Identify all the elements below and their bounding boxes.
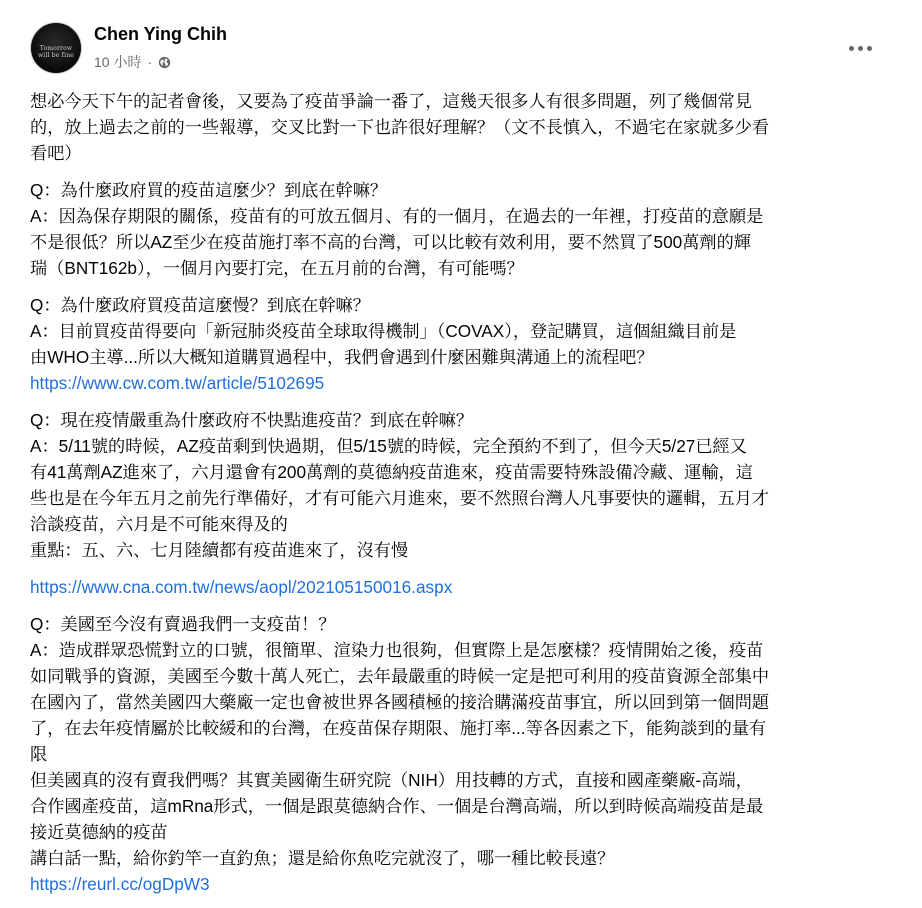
globe-icon[interactable] [158, 56, 171, 69]
dot [867, 46, 872, 51]
dot [858, 46, 863, 51]
post-meta [94, 52, 171, 72]
author-name[interactable]: Chen Ying Chih [94, 24, 227, 44]
qa-paragraph-1: Q：為什麼政府買的疫苗這麼少？到底在幹嘛？ A：因為保存期限的關係，疫苗有的可放五個月、有的一個月，在過去的一年裡，打疫苗的意願是 不是很低？所以AZ至少在疫苗施打率不高的台灣，可以比較有效利用，要不然買了500萬劑的輝 瑞（BNT162b），一個月內要打完，在五月前的台灣，有可能嗎？ [30, 180, 764, 278]
post-timestamp[interactable]: 10 小時 [94, 54, 142, 70]
dot [849, 46, 854, 51]
spacer [30, 563, 898, 574]
qa-paragraph-3: Q：現在疫情嚴重為什麼政府不快點進疫苗？到底在幹嘛？ A：5/11號的時候，AZ疫苗剩到快過期，但5/15號的時候，完全預約不到了，但今天5/27已經又 有41萬劑AZ進來了，六月還會有200萬劑的莫德納疫苗進來，疫苗需要特殊設備冷藏、運輸，這 些也是在今年五月之前先行準備好，才有可能六月進來，要不然照台灣人凡事要快的邏輯，五月才 洽談疫苗，六月是不可能來得及的 重點：五、六、七月陸續都有疫苗進來了，沒有慢 https://www.cna.com.tw/news/aopl/202105150016.aspx [30, 407, 898, 600]
more-options-icon[interactable] [842, 30, 878, 66]
post-body [30, 88, 898, 908]
avatar-logo-text: Tomorrow will be fine [37, 45, 75, 59]
article-link-cna[interactable]: https://www.cna.com.tw/news/aopl/202105150016.aspx [30, 577, 453, 597]
article-link-reurl[interactable]: https://reurl.cc/ogDpW3 [30, 874, 210, 894]
article-link-cw[interactable]: https://www.cw.com.tw/article/5102695 [30, 373, 325, 393]
intro-paragraph: 想必今天下午的記者會後，又要為了疫苗爭論一番了，這幾天很多人有很多問題，列了幾個常見 的，放上過去之前的一些報導，交叉比對一下也許很好理解？（文不長慎入，不過宅在家就多少看 看吧） [30, 91, 770, 163]
avatar[interactable] [30, 22, 82, 74]
qa-paragraph-2: Q：為什麼政府買疫苗這麼慢？到底在幹嘛？ A：目前買疫苗得要向「新冠肺炎疫苗全球取得機制」（COVAX），登記購買，這個組織目前是 由WHO主導...所以大概知道購買過程中，我們會遇到什麼困難與溝通上的流程吧？ https://www.cw.com.tw/article/5102695 [30, 292, 898, 396]
meta-separator: · [147, 54, 153, 70]
qa-paragraph-4: Q：美國至今沒有賣過我們一支疫苗！？ A：造成群眾恐慌對立的口號，很簡單、渲染力也很夠，但實際上是怎麼樣？疫情開始之後，疫苗 如同戰爭的資源，美國至今數十萬人死亡，去年最嚴重的時候一定是把可利用的疫苗資源全部集中 在國內了，當然美國四大藥廠一定也會被世界各國積極的接洽購滿疫苗事宜，所以回到第一個問題 了，在去年疫情屬於比較緩和的台灣，在疫苗保存期限、施打率...等各因素之下，能夠談到的量有 限 但美國真的沒有賣我們嗎？其實美國衛生研究院（NIH）用技轉的方式，直接和國產藥廠-高端， 合作國產疫苗，這mRna形式，一個是跟莫德納合作、一個是台灣高端，所以到時候高端疫苗是最 接近莫德納的疫苗 講白話一點，給你釣竿一直釣魚；還是給你魚吃完就沒了，哪一種比較長遠？ https://reurl.cc/ogDpW3 [30, 611, 898, 897]
post-header [30, 22, 892, 78]
